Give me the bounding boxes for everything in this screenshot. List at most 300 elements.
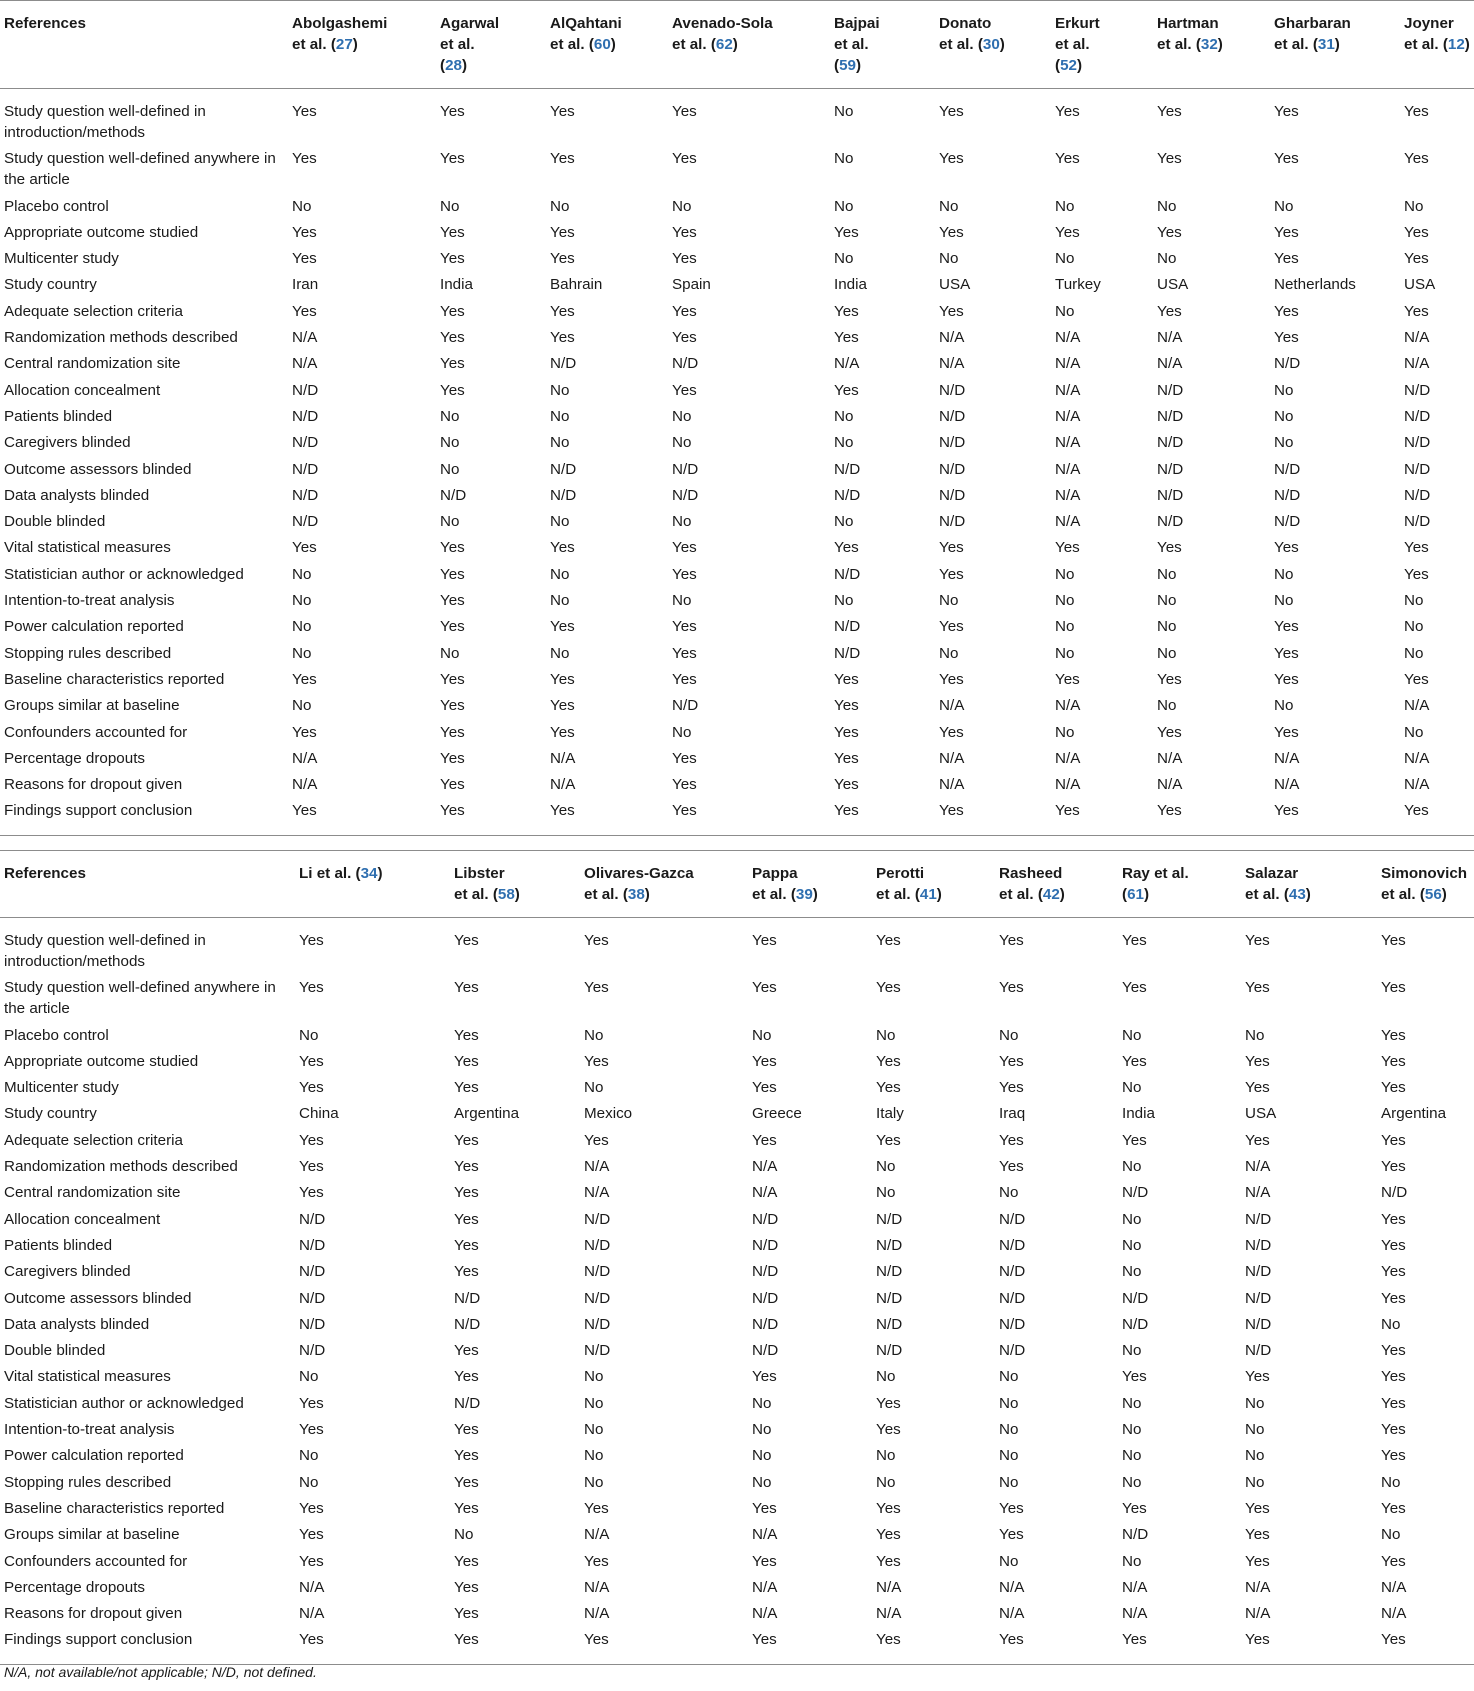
assessment-cell: No (440, 644, 460, 662)
table-row (0, 89, 1474, 147)
assessment-cell: Yes (939, 539, 964, 557)
study-author-text: et al. ( (550, 36, 594, 53)
assessment-cell: N/D (876, 1210, 903, 1228)
criterion-label: Groups similar at baseline (4, 1526, 180, 1544)
assessment-cell: Yes (834, 302, 859, 320)
criterion-label: Intention-to-treat analysis (4, 592, 175, 610)
study-author-text: Pappa (752, 865, 798, 882)
assessment-cell: N/D (752, 1236, 779, 1254)
assessment-cell: N/D (999, 1236, 1026, 1254)
assessment-cell: Yes (1055, 150, 1080, 168)
assessment-cell: No (672, 723, 692, 741)
criterion-label: Stopping rules described (4, 1473, 172, 1491)
assessment-cell: No (1055, 302, 1075, 320)
study-author-text: Joyner (1404, 15, 1454, 32)
assessment-cell: Yes (454, 1552, 479, 1570)
citation-ref: 27 (335, 36, 353, 53)
assessment-cell: Yes (1274, 302, 1299, 320)
citation-ref: 34 (360, 865, 378, 882)
assessment-cell: No (1274, 197, 1294, 215)
assessment-cell: Yes (999, 1052, 1024, 1070)
assessment-cell: Yes (834, 776, 859, 794)
quality-assessment-table-2 (0, 850, 1474, 1665)
assessment-cell: N/D (752, 1263, 779, 1281)
assessment-cell: Yes (550, 250, 575, 268)
criterion-label: Percentage dropouts (4, 1578, 146, 1596)
assessment-cell: Yes (1274, 250, 1299, 268)
assessment-cell: N/D (292, 434, 319, 452)
assessment-cell: No (1245, 1421, 1265, 1439)
assessment-cell: N/A (834, 355, 860, 373)
assessment-cell: No (292, 565, 312, 583)
assessment-cell: Yes (299, 979, 324, 997)
assessment-cell: Yes (299, 932, 324, 949)
assessment-cell: Yes (1274, 103, 1299, 120)
assessment-cell: No (1122, 1421, 1142, 1439)
criterion-label: Power calculation reported (4, 1447, 184, 1465)
assessment-cell: Yes (584, 1131, 609, 1149)
assessment-cell: No (1157, 250, 1177, 268)
table-row (0, 1101, 1474, 1127)
assessment-cell: Yes (550, 802, 575, 820)
assessment-cell: N/A (584, 1158, 610, 1176)
assessment-cell: Yes (1055, 539, 1080, 557)
table-row (0, 1522, 1474, 1548)
assessment-cell: N/D (939, 513, 966, 531)
criterion-label: Outcome assessors blinded (4, 1289, 192, 1307)
assessment-cell: Yes (752, 1499, 777, 1517)
assessment-cell: N/A (752, 1578, 778, 1596)
assessment-cell: No (1404, 723, 1424, 741)
assessment-cell: No (1245, 1473, 1265, 1491)
assessment-cell: Yes (454, 1447, 479, 1465)
table-row (0, 194, 1474, 220)
assessment-cell: N/A (1404, 329, 1430, 347)
assessment-cell: N/D (550, 355, 577, 373)
assessment-cell: Yes (454, 1368, 479, 1386)
assessment-cell: No (292, 197, 312, 215)
assessment-cell: N/D (1245, 1289, 1272, 1307)
assessment-cell: Yes (672, 302, 697, 320)
study-author-text: Avenado-Sola (672, 15, 773, 32)
assessment-cell: Yes (1381, 1447, 1406, 1465)
assessment-cell: No (1157, 644, 1177, 662)
study-author-text: et al. ( (1381, 886, 1425, 903)
assessment-cell: No (550, 592, 570, 610)
assessment-cell: No (672, 407, 692, 425)
assessment-cell: Yes (1381, 979, 1406, 997)
table-row (0, 299, 1474, 325)
assessment-cell: No (939, 250, 959, 268)
assessment-cell: Yes (876, 1131, 901, 1149)
assessment-cell: N/A (1404, 749, 1430, 767)
assessment-cell: N/D (584, 1263, 611, 1281)
assessment-cell: Yes (939, 103, 964, 120)
assessment-cell: Yes (752, 932, 777, 949)
assessment-cell: N/D (550, 486, 577, 504)
assessment-cell: N/A (1055, 697, 1081, 715)
study-header (1153, 1, 1270, 89)
assessment-cell: India (1122, 1105, 1155, 1123)
assessment-cell: Yes (292, 250, 317, 268)
assessment-cell: No (1404, 618, 1424, 636)
criterion-label: Study country (4, 276, 97, 294)
assessment-cell: Yes (299, 1421, 324, 1439)
header-references: References (4, 865, 86, 882)
assessment-cell: No (584, 1447, 604, 1465)
assessment-cell: Yes (1381, 1499, 1406, 1517)
assessment-cell: N/D (299, 1342, 326, 1360)
table-row (0, 1128, 1474, 1154)
criterion-label: Appropriate outcome studied (4, 223, 199, 241)
assessment-cell: Yes (834, 802, 859, 820)
study-header (1400, 1, 1474, 89)
assessment-cell: Yes (454, 1263, 479, 1281)
study-header (995, 851, 1118, 918)
criterion-label: Randomization methods described (4, 1158, 238, 1176)
assessment-cell: N/D (550, 460, 577, 478)
assessment-cell: USA (1157, 276, 1189, 294)
assessment-cell: Yes (876, 1052, 901, 1070)
assessment-cell: No (999, 1473, 1019, 1491)
citation-ref: 41 (919, 886, 937, 903)
assessment-cell: Yes (672, 539, 697, 557)
assessment-cell: Yes (752, 1368, 777, 1386)
assessment-cell: N/A (1245, 1184, 1271, 1202)
assessment-cell: No (1274, 565, 1294, 583)
assessment-cell: Yes (672, 802, 697, 820)
assessment-cell: N/A (584, 1184, 610, 1202)
assessment-cell: No (834, 407, 854, 425)
assessment-cell: N/D (1157, 486, 1184, 504)
citation-close: ) (1441, 886, 1447, 903)
assessment-cell: Turkey (1055, 276, 1101, 294)
study-author-text: et al. ( (672, 36, 716, 53)
assessment-cell: No (550, 513, 570, 531)
assessment-cell: Bahrain (550, 276, 603, 294)
table-row (0, 246, 1474, 272)
assessment-cell: N/D (292, 460, 319, 478)
citation-close: ) (812, 886, 818, 903)
criterion-label: Study question well-defined anywhere in the article (4, 979, 276, 1018)
assessment-cell: Yes (939, 302, 964, 320)
assessment-cell: No (1274, 381, 1294, 399)
assessment-cell: Yes (834, 670, 859, 688)
assessment-cell: N/A (1245, 1158, 1271, 1176)
table-row (0, 378, 1474, 404)
study-author-text: Olivares-Gazca (584, 865, 694, 882)
criterion-label: Study country (4, 1105, 97, 1123)
assessment-cell: Yes (292, 302, 317, 320)
assessment-cell: Yes (292, 802, 317, 820)
assessment-cell: N/D (299, 1210, 326, 1228)
assessment-cell: No (1122, 1079, 1142, 1097)
citation-ref: 28 (445, 57, 462, 74)
assessment-cell: Yes (1404, 539, 1429, 557)
assessment-cell: Yes (876, 1526, 901, 1544)
assessment-cell: N/D (834, 644, 861, 662)
citation-close: ) (1217, 36, 1223, 53)
criterion-label: Vital statistical measures (4, 1368, 171, 1386)
study-author-text: et al. ( (1245, 886, 1289, 903)
table-row (0, 272, 1474, 298)
assessment-cell: Yes (752, 979, 777, 997)
assessment-cell: Yes (1274, 723, 1299, 741)
assessment-cell: No (584, 1026, 604, 1044)
assessment-cell: Yes (454, 1026, 479, 1044)
assessment-cell: No (876, 1368, 896, 1386)
assessment-cell: Yes (440, 723, 465, 741)
assessment-cell: No (999, 1552, 1019, 1570)
criterion-label: Randomization methods described (4, 329, 238, 347)
assessment-cell: N/D (584, 1236, 611, 1254)
assessment-cell: Yes (550, 329, 575, 347)
assessment-cell: Yes (939, 723, 964, 741)
assessment-cell: N/D (1245, 1342, 1272, 1360)
assessment-cell: N/A (584, 1605, 610, 1623)
assessment-cell: No (876, 1158, 896, 1176)
assessment-cell: N/D (672, 355, 699, 373)
assessment-cell: N/D (752, 1342, 779, 1360)
assessment-cell: Yes (834, 749, 859, 767)
criterion-label: Study question well-defined in introduction/methods (4, 932, 206, 970)
assessment-cell: Yes (550, 223, 575, 241)
assessment-cell: Yes (299, 1394, 324, 1412)
assessment-cell: No (1122, 1263, 1142, 1281)
assessment-cell: N/A (550, 749, 576, 767)
table-row (0, 220, 1474, 246)
assessment-cell: No (1055, 565, 1075, 583)
assessment-cell: No (299, 1368, 319, 1386)
assessment-cell: No (1245, 1394, 1265, 1412)
assessment-cell: China (299, 1105, 339, 1123)
study-header (668, 1, 830, 89)
assessment-cell: N/A (1157, 749, 1183, 767)
assessment-cell: Yes (1381, 1631, 1406, 1649)
assessment-cell: No (1274, 697, 1294, 715)
assessment-cell: No (672, 434, 692, 452)
assessment-cell: Yes (999, 1158, 1024, 1176)
assessment-cell: N/D (292, 381, 319, 399)
assessment-cell: N/D (999, 1342, 1026, 1360)
assessment-cell: Yes (752, 1079, 777, 1097)
assessment-cell: Yes (1157, 223, 1182, 241)
citation-close: ) (1305, 886, 1311, 903)
assessment-cell: N/D (1404, 486, 1431, 504)
assessment-cell: No (440, 460, 460, 478)
criterion-label: Double blinded (4, 513, 106, 531)
assessment-cell: Yes (1122, 1368, 1147, 1386)
assessment-cell: N/D (584, 1289, 611, 1307)
study-author-text: Li et al. ( (299, 865, 361, 882)
assessment-cell: N/A (292, 749, 318, 767)
assessment-cell: N/D (1245, 1236, 1272, 1254)
assessment-cell: No (1055, 618, 1075, 636)
assessment-cell: Yes (299, 1184, 324, 1202)
study-header (872, 851, 995, 918)
assessment-cell: N/D (1404, 513, 1431, 531)
assessment-cell: N/A (1055, 749, 1081, 767)
assessment-cell: N/A (1122, 1605, 1148, 1623)
assessment-cell: N/D (1404, 407, 1431, 425)
table-row (0, 1049, 1474, 1075)
assessment-cell: N/A (1055, 460, 1081, 478)
assessment-cell: Yes (1245, 1526, 1270, 1544)
assessment-cell: No (1122, 1473, 1142, 1491)
assessment-cell: Yes (999, 1526, 1024, 1544)
assessment-cell: N/D (584, 1210, 611, 1228)
assessment-cell: USA (1404, 276, 1436, 294)
assessment-cell: Yes (834, 329, 859, 347)
header-references: References (4, 15, 86, 32)
assessment-cell: Yes (1245, 1079, 1270, 1097)
assessment-cell: Yes (292, 103, 317, 120)
assessment-cell: N/D (440, 486, 467, 504)
assessment-cell: Yes (584, 932, 609, 949)
assessment-cell: Yes (1404, 802, 1429, 820)
assessment-cell: N/D (1274, 355, 1301, 373)
study-author-text: Libster (454, 865, 505, 882)
assessment-cell: Yes (752, 1131, 777, 1149)
assessment-cell: No (454, 1526, 474, 1544)
assessment-cell: N/A (1274, 749, 1300, 767)
assessment-cell: N/D (939, 381, 966, 399)
assessment-cell: Yes (752, 1052, 777, 1070)
assessment-cell: Yes (1055, 103, 1080, 120)
assessment-cell: No (1122, 1210, 1142, 1228)
study-author-text: et al. ( (1274, 36, 1318, 53)
assessment-cell: No (1122, 1342, 1142, 1360)
assessment-cell: No (1122, 1236, 1142, 1254)
assessment-cell: Yes (1381, 1342, 1406, 1360)
assessment-cell: No (876, 1473, 896, 1491)
assessment-cell: Yes (454, 1158, 479, 1176)
study-header (580, 851, 748, 918)
assessment-cell: Greece (752, 1105, 802, 1123)
table-row (0, 1075, 1474, 1101)
assessment-cell: Yes (999, 932, 1024, 949)
assessment-cell: No (834, 434, 854, 452)
criterion-label: Reasons for dropout given (4, 1605, 183, 1623)
citation-close: ) (352, 36, 358, 53)
assessment-cell: Yes (1274, 150, 1299, 168)
assessment-cell: Yes (454, 1631, 479, 1649)
assessment-cell: Yes (584, 1631, 609, 1649)
assessment-cell: No (1122, 1026, 1142, 1044)
assessment-cell: N/D (752, 1210, 779, 1228)
assessment-cell: Yes (939, 565, 964, 583)
assessment-cell: N/D (299, 1236, 326, 1254)
assessment-cell: Yes (1274, 539, 1299, 557)
assessment-cell: No (939, 644, 959, 662)
study-header (830, 1, 935, 89)
citation-ref: 61 (1127, 886, 1144, 903)
assessment-cell: N/D (876, 1342, 903, 1360)
assessment-cell: N/A (1404, 776, 1430, 794)
assessment-cell: No (550, 565, 570, 583)
assessment-cell: No (1157, 197, 1177, 215)
assessment-cell: India (834, 276, 867, 294)
study-header (935, 1, 1051, 89)
assessment-cell: No (999, 1421, 1019, 1439)
assessment-cell: Yes (292, 670, 317, 688)
assessment-cell: N/D (1274, 460, 1301, 478)
criterion-label: Confounders accounted for (4, 723, 188, 741)
assessment-cell: Yes (292, 723, 317, 741)
assessment-cell: No (292, 618, 312, 636)
assessment-cell: Yes (1274, 670, 1299, 688)
assessment-cell: No (550, 197, 570, 215)
study-author-text: et al. ( (1157, 36, 1201, 53)
assessment-cell: N/A (584, 1578, 610, 1596)
study-author-text: Perotti (876, 865, 925, 882)
table-row (0, 772, 1474, 798)
assessment-cell: Yes (454, 1210, 479, 1228)
assessment-cell: N/D (1381, 1184, 1408, 1202)
criterion-label: Reasons for dropout given (4, 776, 183, 794)
criterion-label: Baseline characteristics reported (4, 670, 225, 688)
assessment-cell: No (999, 1368, 1019, 1386)
assessment-cell: Yes (1157, 302, 1182, 320)
assessment-cell: N/A (1245, 1578, 1271, 1596)
table-row (0, 1627, 1474, 1665)
assessment-cell: N/D (299, 1263, 326, 1281)
assessment-cell: No (834, 250, 854, 268)
assessment-cell: Yes (550, 723, 575, 741)
citation-ref: 31 (1317, 36, 1335, 53)
assessment-cell: N/A (1381, 1605, 1407, 1623)
assessment-cell: N/A (1055, 329, 1081, 347)
assessment-cell: Yes (672, 644, 697, 662)
study-author-text: Hartman (1157, 15, 1219, 32)
assessment-cell: Yes (1055, 223, 1080, 241)
assessment-cell: Yes (1381, 1236, 1406, 1254)
table-footnote: N/A, not available/not applicable; N/D, not defined. (4, 1664, 317, 1680)
study-header (295, 851, 450, 918)
citation-close: ) (377, 865, 383, 882)
assessment-cell: N/D (1404, 381, 1431, 399)
assessment-cell: N/D (939, 460, 966, 478)
study-author-text: et al. (1055, 36, 1090, 53)
criterion-label: Central randomization site (4, 1184, 181, 1202)
assessment-cell: N/D (292, 486, 319, 504)
table-row (0, 1601, 1474, 1627)
assessment-cell: Iran (292, 276, 319, 294)
study-header (1241, 851, 1377, 918)
assessment-cell: Yes (1381, 1131, 1406, 1149)
assessment-cell: N/A (752, 1158, 778, 1176)
assessment-cell: N/A (550, 776, 576, 794)
assessment-cell: Yes (1157, 539, 1182, 557)
assessment-cell: N/D (584, 1342, 611, 1360)
assessment-cell: No (1245, 1026, 1265, 1044)
assessment-cell: N/A (292, 329, 318, 347)
table-row (0, 430, 1474, 456)
table-row (0, 1443, 1474, 1469)
assessment-cell: No (752, 1026, 772, 1044)
assessment-cell: Argentina (1381, 1105, 1447, 1123)
assessment-cell: Yes (1245, 932, 1270, 949)
assessment-cell: No (299, 1473, 319, 1491)
assessment-cell: N/D (999, 1263, 1026, 1281)
assessment-cell: Yes (1381, 1552, 1406, 1570)
assessment-cell: No (1245, 1447, 1265, 1465)
assessment-cell: N/D (1122, 1184, 1149, 1202)
assessment-cell: N/D (1245, 1210, 1272, 1228)
assessment-cell: Yes (299, 1499, 324, 1517)
citation-ref: 38 (627, 886, 645, 903)
assessment-cell: Yes (1157, 723, 1182, 741)
